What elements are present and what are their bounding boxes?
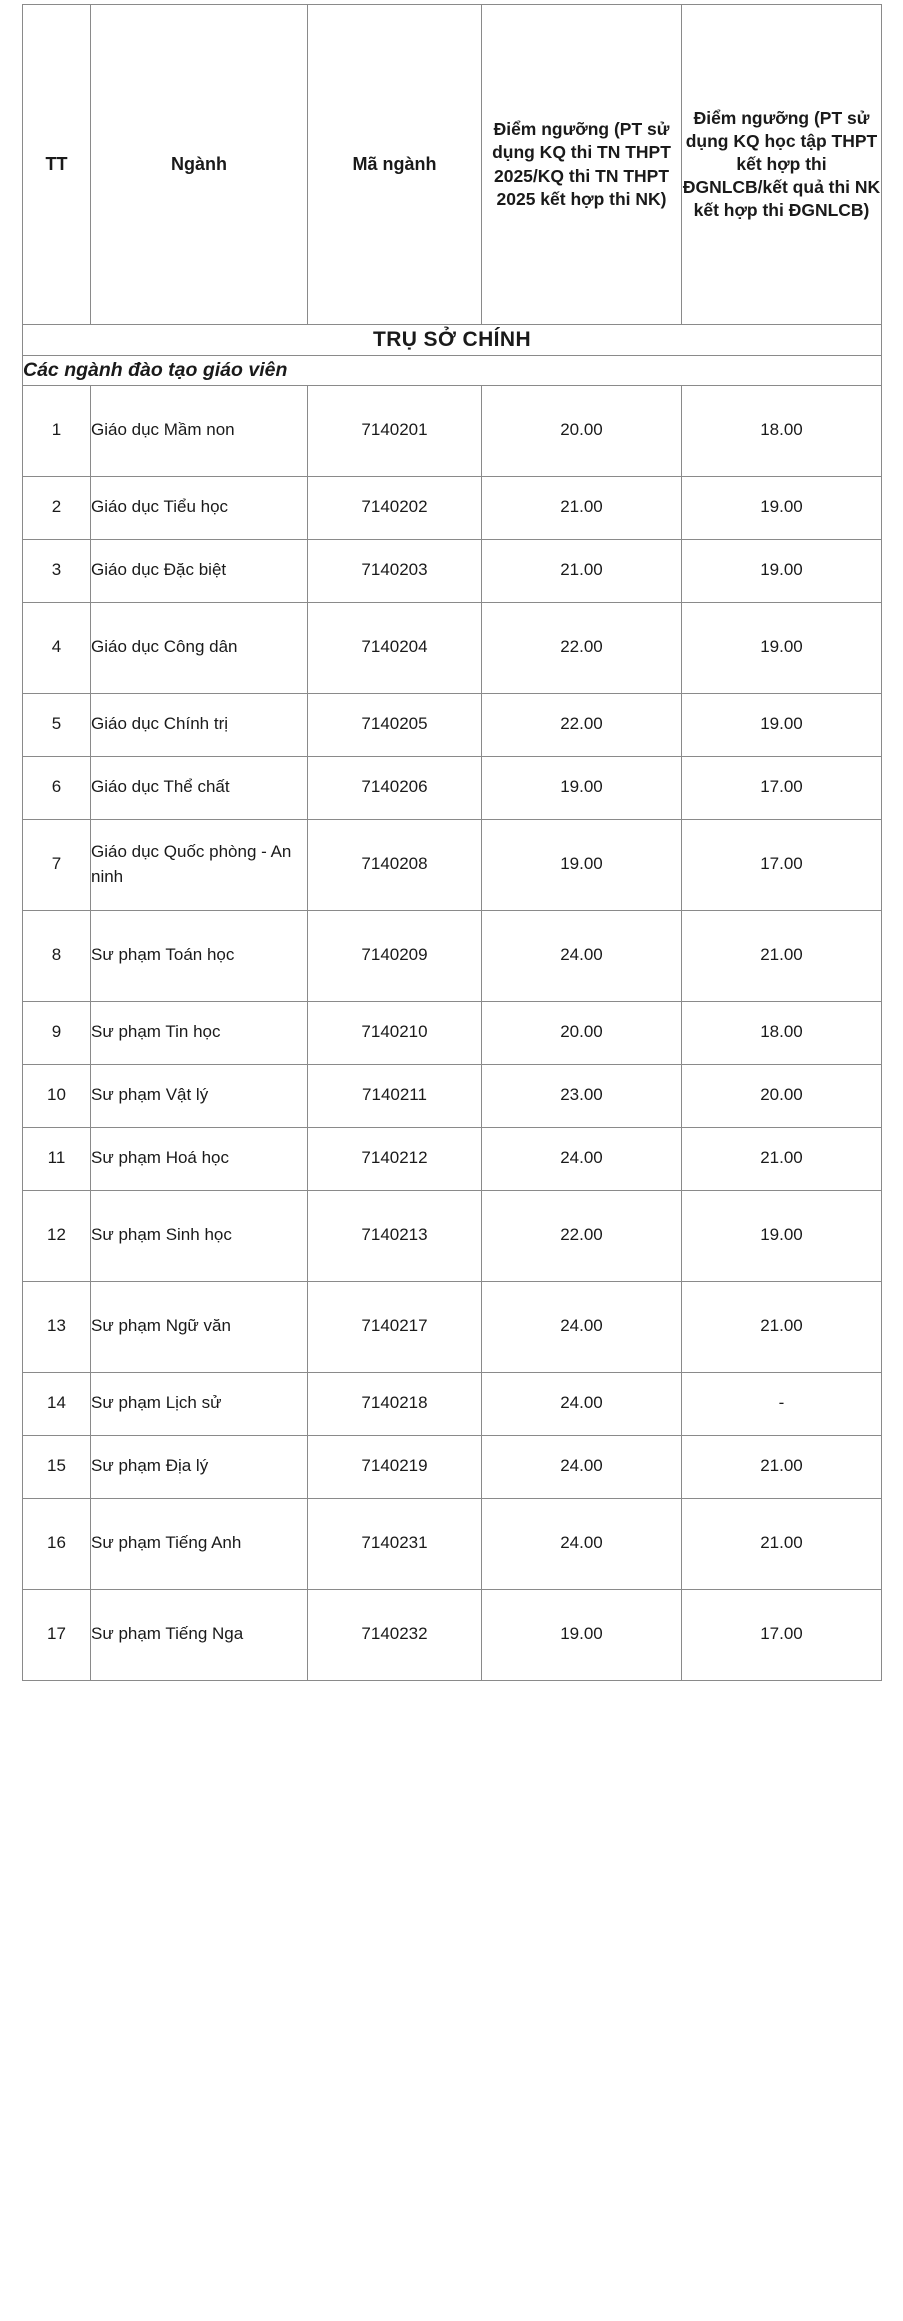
- cell-diem-1: 19.00: [482, 1589, 682, 1680]
- cell-nganh: Sư phạm Địa lý: [91, 1435, 308, 1498]
- cell-nganh: Sư phạm Lịch sử: [91, 1372, 308, 1435]
- cell-diem-2: 17.00: [682, 819, 882, 910]
- cell-nganh: Giáo dục Thể chất: [91, 756, 308, 819]
- cell-diem-1: 24.00: [482, 910, 682, 1001]
- cell-diem-2: 21.00: [682, 1435, 882, 1498]
- cell-diem-1: 21.00: [482, 539, 682, 602]
- cell-diem-1: 24.00: [482, 1498, 682, 1589]
- table-row: [23, 539, 882, 602]
- cell-nganh: Sư phạm Tin học: [91, 1001, 308, 1064]
- cell-nganh: Giáo dục Tiểu học: [91, 476, 308, 539]
- cell-nganh: Giáo dục Đặc biệt: [91, 539, 308, 602]
- cell-nganh: Giáo dục Chính trị: [91, 693, 308, 756]
- cell-tt: 14: [23, 1372, 91, 1435]
- cell-ma: 7140208: [308, 819, 482, 910]
- cell-ma: 7140202: [308, 476, 482, 539]
- table-head: [23, 5, 882, 325]
- cell-nganh: Sư phạm Vật lý: [91, 1064, 308, 1127]
- cell-diem-2: 18.00: [682, 385, 882, 476]
- cell-ma: 7140217: [308, 1281, 482, 1372]
- cell-ma: 7140211: [308, 1064, 482, 1127]
- column-header-nganh: Ngành: [91, 5, 308, 325]
- cell-diem-1: 22.00: [482, 693, 682, 756]
- cell-tt: 11: [23, 1127, 91, 1190]
- cell-tt: 6: [23, 756, 91, 819]
- table-row: [23, 819, 882, 910]
- group-title: Các ngành đào tạo giáo viên: [23, 356, 882, 385]
- section-title-row: [23, 325, 882, 356]
- table-row: [23, 693, 882, 756]
- cell-tt: 3: [23, 539, 91, 602]
- cell-ma: 7140204: [308, 602, 482, 693]
- cell-tt: 7: [23, 819, 91, 910]
- cell-nganh: Sư phạm Sinh học: [91, 1190, 308, 1281]
- admission-score-table: [22, 4, 882, 1681]
- cell-diem-1: 24.00: [482, 1435, 682, 1498]
- cell-tt: 2: [23, 476, 91, 539]
- cell-diem-2: 19.00: [682, 602, 882, 693]
- cell-tt: 1: [23, 385, 91, 476]
- cell-ma: 7140203: [308, 539, 482, 602]
- cell-tt: 17: [23, 1589, 91, 1680]
- header-row: [23, 5, 882, 325]
- table-row: [23, 476, 882, 539]
- table-row: [23, 1064, 882, 1127]
- cell-nganh: Sư phạm Hoá học: [91, 1127, 308, 1190]
- column-header-diem-nguong-thpt: Điểm ngưỡng (PT sử dụng KQ thi TN THPT 2025/KQ thi TN THPT 2025 kết hợp thi NK): [482, 5, 682, 325]
- cell-diem-2: 21.00: [682, 1127, 882, 1190]
- cell-ma: 7140213: [308, 1190, 482, 1281]
- cell-diem-1: 20.00: [482, 1001, 682, 1064]
- cell-nganh: Giáo dục Quốc phòng - An ninh: [91, 819, 308, 910]
- table-row: [23, 1127, 882, 1190]
- cell-nganh: Giáo dục Mầm non: [91, 385, 308, 476]
- cell-tt: 16: [23, 1498, 91, 1589]
- table-row: [23, 756, 882, 819]
- table-row: [23, 910, 882, 1001]
- cell-nganh: Sư phạm Ngữ văn: [91, 1281, 308, 1372]
- cell-nganh: Sư phạm Toán học: [91, 910, 308, 1001]
- cell-tt: 13: [23, 1281, 91, 1372]
- table-row: [23, 1589, 882, 1680]
- cell-diem-2: 19.00: [682, 539, 882, 602]
- cell-ma: 7140212: [308, 1127, 482, 1190]
- cell-tt: 4: [23, 602, 91, 693]
- cell-ma: 7140201: [308, 385, 482, 476]
- cell-tt: 8: [23, 910, 91, 1001]
- column-header-diem-nguong-dgnlcb: Điểm ngưỡng (PT sử dụng KQ học tập THPT kết hợp thi ĐGNLCB/kết quả thi NK kết hợp thi ĐGNLCB): [682, 5, 882, 325]
- cell-ma: 7140210: [308, 1001, 482, 1064]
- cell-diem-2: 19.00: [682, 693, 882, 756]
- cell-ma: 7140231: [308, 1498, 482, 1589]
- table-row: [23, 1498, 882, 1589]
- cell-ma: 7140218: [308, 1372, 482, 1435]
- table-row: [23, 1001, 882, 1064]
- cell-nganh: Giáo dục Công dân: [91, 602, 308, 693]
- cell-diem-1: 24.00: [482, 1127, 682, 1190]
- cell-nganh: Sư phạm Tiếng Anh: [91, 1498, 308, 1589]
- column-header-ma-nganh: Mã ngành: [308, 5, 482, 325]
- table-row: [23, 1281, 882, 1372]
- group-title-row: [23, 356, 882, 385]
- cell-diem-1: 21.00: [482, 476, 682, 539]
- cell-diem-2: 20.00: [682, 1064, 882, 1127]
- cell-ma: 7140232: [308, 1589, 482, 1680]
- table-row: [23, 602, 882, 693]
- cell-diem-1: 19.00: [482, 756, 682, 819]
- cell-diem-1: 23.00: [482, 1064, 682, 1127]
- cell-diem-2: 18.00: [682, 1001, 882, 1064]
- cell-diem-1: 19.00: [482, 819, 682, 910]
- table-row: [23, 1190, 882, 1281]
- cell-diem-1: 20.00: [482, 385, 682, 476]
- table-row: [23, 1372, 882, 1435]
- section-title: TRỤ SỞ CHÍNH: [23, 325, 882, 356]
- cell-diem-1: 24.00: [482, 1372, 682, 1435]
- cell-tt: 9: [23, 1001, 91, 1064]
- table-row: [23, 385, 882, 476]
- cell-tt: 15: [23, 1435, 91, 1498]
- cell-ma: 7140206: [308, 756, 482, 819]
- cell-diem-1: 22.00: [482, 602, 682, 693]
- cell-diem-2: 17.00: [682, 1589, 882, 1680]
- cell-diem-2: 21.00: [682, 910, 882, 1001]
- column-header-tt: TT: [23, 5, 91, 325]
- table-row: [23, 1435, 882, 1498]
- cell-diem-2: 19.00: [682, 476, 882, 539]
- cell-ma: 7140209: [308, 910, 482, 1001]
- cell-diem-1: 22.00: [482, 1190, 682, 1281]
- cell-ma: 7140205: [308, 693, 482, 756]
- cell-nganh: Sư phạm Tiếng Nga: [91, 1589, 308, 1680]
- cell-diem-2: 21.00: [682, 1281, 882, 1372]
- cell-tt: 12: [23, 1190, 91, 1281]
- cell-diem-2: 17.00: [682, 756, 882, 819]
- cell-tt: 10: [23, 1064, 91, 1127]
- cell-diem-2: -: [682, 1372, 882, 1435]
- cell-diem-2: 19.00: [682, 1190, 882, 1281]
- cell-ma: 7140219: [308, 1435, 482, 1498]
- cell-diem-1: 24.00: [482, 1281, 682, 1372]
- cell-tt: 5: [23, 693, 91, 756]
- cell-diem-2: 21.00: [682, 1498, 882, 1589]
- table-body: [23, 325, 882, 1681]
